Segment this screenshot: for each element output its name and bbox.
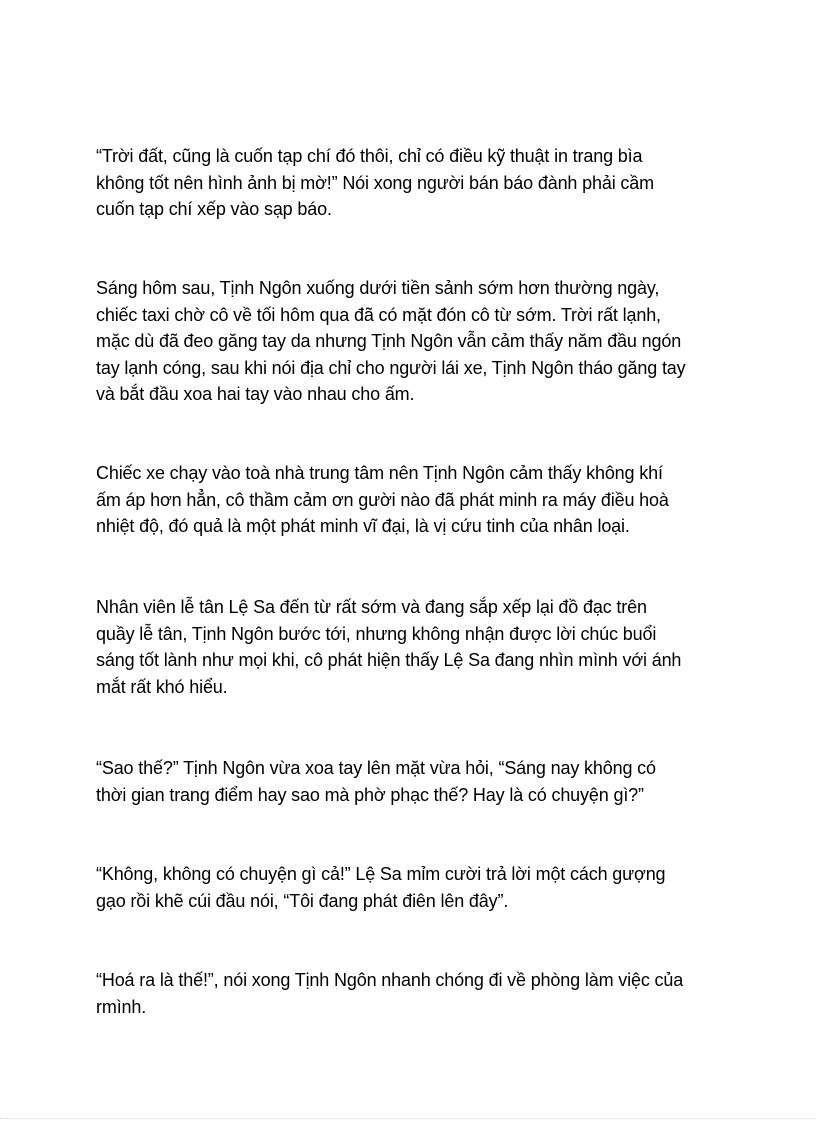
paragraph-line: Nhân viên lễ tân Lệ Sa đến từ rất sớm và đang sắp xếp lại đồ đạc trên [96,597,647,617]
paragraph-line: thời gian trang điểm hay sao mà phờ phạc thế? Hay là có chuyện gì?” [96,784,644,805]
paragraph-line: “Sao thế?” Tịnh Ngôn vừa xoa tay lên mặt vừa hỏi, “Sáng nay không có [96,758,656,778]
paragraph-line: sáng tốt lành như mọi khi, cô phát hiện thấy Lệ Sa đang nhìn mình với ánh [96,650,682,670]
paragraph-line: “Hoá ra là thế!”, nói xong Tịnh Ngôn nhanh chóng đi về phòng làm việc của [96,970,684,990]
paragraph-line: “Không, không có chuyện gì cả!” Lệ Sa mỉm cười trả lời một cách gượng [96,864,666,884]
paragraph-3 [96,460,736,540]
paragraph-line: rmình. [96,996,147,1017]
paragraph-5 [96,755,736,808]
paragraph-line: không tốt nên hình ảnh bị mờ!” Nói xong người bán báo đành phải cầm [96,172,654,193]
paragraph-line: ấm áp hơn hẳn, cô thầm cảm ơn gười nào đã phát minh ra máy điều hoà [96,489,669,510]
paragraph-line: và bắt đầu xoa hai tay vào nhau cho ấm. [96,384,415,404]
paragraph-line: “Trời đất, cũng là cuốn tạp chí đó thôi, chỉ có điều kỹ thuật in trang bìa [96,146,643,166]
paragraph-1 [96,143,736,223]
page-bottom-divider [0,1118,816,1119]
paragraph-line: cuốn tạp chí xếp vào sạp báo. [96,199,332,219]
paragraph-6 [96,861,736,914]
paragraph-line: mắt rất khó hiểu. [96,676,228,697]
paragraph-line: quầy lễ tân, Tịnh Ngôn bước tới, nhưng không nhận được lời chúc buổi [96,623,657,644]
paragraph-line: chiếc taxi chờ cô về tối hôm qua đã có mặt đón cô từ sớm. Trời rất lạnh, [96,304,661,325]
paragraph-line: tay lạnh cóng, sau khi nói địa chỉ cho người lái xe, Tịnh Ngôn tháo găng tay [96,357,686,378]
paragraph-2 [96,275,736,408]
paragraph-line: gạo rồi khẽ cúi đầu nói, “Tôi đang phát điên lên đây”. [96,890,509,911]
paragraph-4 [96,594,736,700]
paragraph-line: Sáng hôm sau, Tịnh Ngôn xuống dưới tiền sảnh sớm hơn thường ngày, [96,278,660,298]
paragraph-line: mặc dù đã đeo găng tay da nhưng Tịnh Ngôn vẫn cảm thấy năm đầu ngón [96,331,682,351]
paragraph-7 [96,967,736,1020]
paragraph-line: nhiệt độ, đó quả là một phát minh vĩ đại, là vị cứu tinh của nhân loại. [96,516,630,536]
paragraph-line: Chiếc xe chạy vào toà nhà trung tâm nên Tịnh Ngôn cảm thấy không khí [96,463,663,483]
